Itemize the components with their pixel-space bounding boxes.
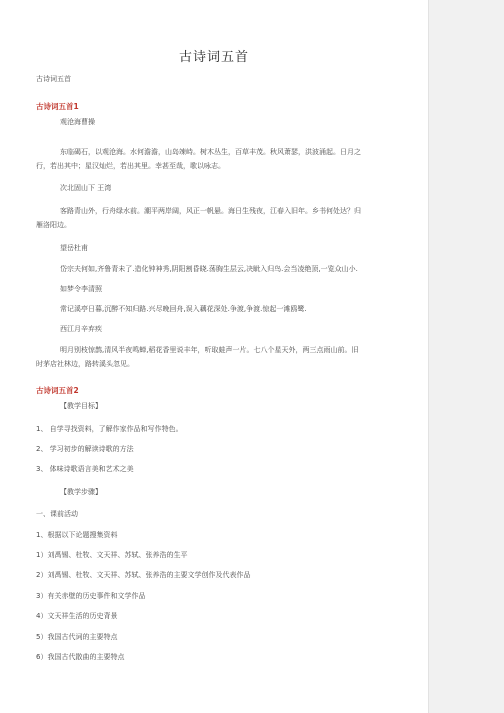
goal-heading: 【教学目标】 [60, 402, 102, 410]
poem-title-3: 望岳杜甫 [60, 244, 88, 252]
poem-text-2b: 雁洛阳边。 [36, 221, 71, 229]
list-item: 3）有关赤壁的历史事件和文学作品 [36, 592, 146, 600]
list-item: 2）刘禹锡、杜牧、文天祥、苏轼、张养浩的主要文学创作及代表作品 [36, 571, 251, 579]
poem-title-1: 观沧海曹操 [60, 118, 95, 126]
comment-margin-panel [428, 0, 504, 713]
list-item: 6）我国古代散曲的主要特点 [36, 653, 125, 661]
poem-title-4: 如梦令李清照 [60, 285, 102, 293]
goal-item: 2、 学习初步的解读诗歌的方法 [36, 445, 134, 453]
poem-text-1a: 东临碣石，以观沧海。水何澹澹，山岛竦峙。树木丛生，百草丰茂。秋风萧瑟，洪波涌起。日月之 [60, 148, 361, 156]
poem-text-1b: 行，若出其中；星汉灿烂，若出其里。幸甚至哉，歌以咏志。 [36, 162, 225, 170]
document-subtitle: 古诗词五首 [36, 75, 71, 83]
list-item: 1）刘禹锡、杜牧、文天祥、苏轼、张养浩的生平 [36, 551, 188, 559]
poem-text-5a: 明月别枝惊鹊,清风半夜鸣蝉,稻花香里说丰年，听取蛙声一片。七八个星天外，两三点雨山前。旧 [60, 346, 359, 354]
poem-title-5: 西江月辛弃疾 [60, 325, 102, 333]
goal-item: 1、 自学寻找资料，了解作家作品和写作特色。 [36, 425, 183, 433]
poem-title-2: 次北固山下 王湾 [60, 184, 112, 192]
step-heading: 一、课前活动 [36, 510, 78, 518]
step-subheading: 1、根据以下论题搜集资料 [36, 531, 118, 539]
poem-text-5b: 时茅店社林边，路转溪头忽见。 [36, 360, 134, 368]
list-item: 5）我国古代词的主要特点 [36, 633, 118, 641]
steps-heading: 【教学步骤】 [60, 488, 102, 496]
document-title: 古诗词五首 [178, 50, 249, 65]
goal-item: 3、 体味诗歌语言美和艺术之美 [36, 465, 134, 473]
section-heading-1: 古诗词五首1 [36, 102, 79, 111]
poem-text-3: 岱宗夫何如,齐鲁青未了.造化钟神秀,阴阳割昏晓.荡胸生层云,决眦入归鸟.会当凌绝顶,一览众山小. [60, 265, 358, 273]
poem-text-4: 常记溪亭日暮,沉醉不知归路.兴尽晚回舟,误入藕花深处.争渡,争渡.惊起一滩鸥鹭. [60, 305, 307, 313]
list-item: 4）文天祥生活的历史背景 [36, 612, 118, 620]
section-heading-2: 古诗词五首2 [36, 386, 79, 395]
poem-text-2a: 客路青山外，行舟绿水前。潮平两岸阔，风正一帆悬。海日生残夜，江春入旧年。乡书何处达？归 [60, 207, 361, 215]
